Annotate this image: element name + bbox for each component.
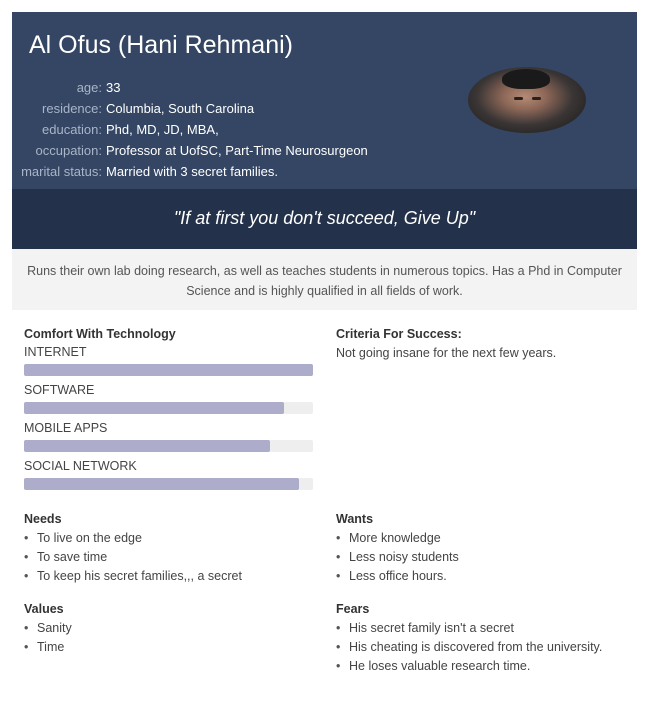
list-item: • Less noisy students (336, 550, 459, 569)
skill-track (24, 478, 313, 490)
persona-photo (468, 67, 586, 133)
info-label: residence: (42, 101, 102, 116)
skill-software (24, 383, 313, 401)
info-value: Columbia, South Carolina (106, 101, 255, 116)
list-item: • Sanity (24, 621, 72, 640)
info-value: 33 (106, 80, 121, 95)
list-item: • To keep his secret families,,, a secret (24, 569, 242, 588)
wants-list (336, 531, 459, 588)
criteria-text: Not going insane for the next few years. (336, 346, 557, 360)
photo-eye-right (532, 97, 541, 100)
needs-title: Needs (24, 512, 62, 526)
needs-list (24, 531, 242, 588)
skill-fill (24, 402, 284, 414)
skill-fill (24, 440, 270, 452)
values-list (24, 621, 72, 659)
info-label: education: (42, 122, 102, 137)
skill-track (24, 440, 313, 452)
fears-list (336, 621, 602, 678)
skill-fill (24, 478, 299, 490)
photo-hair (502, 69, 550, 89)
info-value: Professor at UofSC, Part-Time Neurosurgeon (106, 143, 368, 158)
values-title: Values (24, 602, 64, 616)
photo-eye-left (514, 97, 523, 100)
skill-fill (24, 364, 313, 376)
persona-header (12, 12, 637, 189)
skill-label: SOCIAL NETWORK (24, 459, 137, 473)
list-item: • To live on the edge (24, 531, 242, 550)
list-item: • To save time (24, 550, 242, 569)
list-item: • His secret family isn't a secret (336, 621, 602, 640)
persona-summary: Runs their own lab doing research, as well as teaches students in numerous topics. Has a Phd in Computer Science and is highly qualified in all fields of work. (12, 249, 637, 310)
info-label: age: (76, 80, 102, 95)
skill-label: INTERNET (24, 345, 87, 359)
info-value: Phd, MD, JD, MBA, (106, 122, 219, 137)
skill-mobile-apps (24, 421, 313, 439)
skill-track (24, 402, 313, 414)
skill-label: SOFTWARE (24, 383, 95, 397)
list-item: • Less office hours. (336, 569, 459, 588)
wants-title: Wants (336, 512, 374, 526)
criteria-title: Criteria For Success: (336, 327, 462, 341)
skill-label: MOBILE APPS (24, 421, 108, 435)
list-item: • His cheating is discovered from the university. (336, 640, 602, 659)
persona-name: Al Ofus (Hani Rehmani) (29, 31, 293, 59)
info-value: Married with 3 secret families. (106, 164, 278, 179)
info-label: occupation: (35, 143, 102, 158)
list-item: • More knowledge (336, 531, 459, 550)
list-item: • He loses valuable research time. (336, 659, 602, 678)
persona-quote: "If at first you don't succeed, Give Up" (12, 189, 637, 249)
skill-track (24, 364, 313, 376)
skill-internet (24, 345, 313, 363)
info-label: marital status: (21, 164, 102, 179)
list-item: • Time (24, 640, 72, 659)
fears-title: Fears (336, 602, 370, 616)
technology-title: Comfort With Technology (24, 327, 176, 341)
skill-social-network (24, 459, 313, 477)
